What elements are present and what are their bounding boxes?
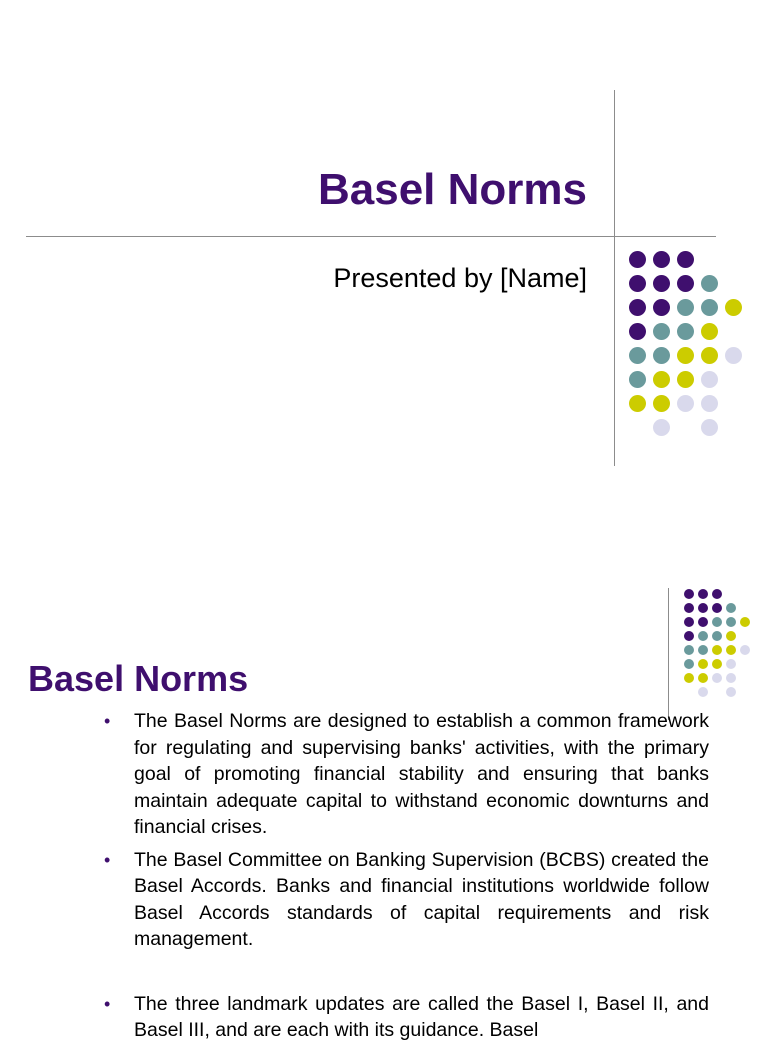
decorative-dot [726, 645, 736, 655]
decorative-dot [726, 617, 736, 627]
decorative-dot [701, 275, 718, 292]
horizontal-divider [26, 236, 716, 237]
decorative-dot [712, 659, 722, 669]
decorative-dot [726, 631, 736, 641]
decorative-dot [726, 687, 736, 697]
decorative-dot [677, 395, 694, 412]
decorative-dot [698, 631, 708, 641]
decorative-dot [740, 645, 750, 655]
decorative-dot [726, 659, 736, 669]
decorative-dot [698, 645, 708, 655]
decorative-dot [684, 589, 694, 599]
decorative-dot [684, 659, 694, 669]
decorative-dot [653, 323, 670, 340]
decorative-dot [712, 631, 722, 641]
decorative-dot [698, 589, 708, 599]
vertical-divider [668, 588, 669, 720]
decorative-dot [677, 347, 694, 364]
decorative-dot [677, 371, 694, 388]
slide-title: Basel Norms [28, 658, 249, 699]
decorative-dot [701, 347, 718, 364]
content-slide [0, 576, 768, 1041]
bullet-icon: • [104, 849, 111, 870]
decorative-dot [653, 299, 670, 316]
decorative-dot [684, 631, 694, 641]
bullet-item: • The three landmark updates are called the Basel I, Basel II, and Basel III, and are each with its guidance. Basel [104, 992, 709, 1041]
decorative-dot [684, 673, 694, 683]
decorative-dot [725, 299, 742, 316]
decorative-dot [653, 371, 670, 388]
decorative-dot [677, 275, 694, 292]
decorative-dot [701, 299, 718, 316]
decorative-dot [712, 617, 722, 627]
decorative-dot [653, 395, 670, 412]
decorative-dot [712, 645, 722, 655]
decorative-dot [701, 419, 718, 436]
decorative-dot [698, 673, 708, 683]
decorative-dot [629, 251, 646, 268]
decorative-dot [684, 645, 694, 655]
decorative-dot [629, 323, 646, 340]
decorative-dot [701, 323, 718, 340]
decorative-dot [712, 589, 722, 599]
decorative-dot [677, 299, 694, 316]
decorative-dot [712, 673, 722, 683]
decorative-dot [698, 659, 708, 669]
decorative-dot [684, 603, 694, 613]
decorative-dot [629, 275, 646, 292]
bullet-icon: • [104, 993, 111, 1014]
decorative-dot [725, 347, 742, 364]
decorative-dot [653, 419, 670, 436]
bullet-list [104, 708, 709, 1050]
decorative-dot [684, 617, 694, 627]
decorative-dot [653, 251, 670, 268]
vertical-divider [614, 90, 615, 466]
decorative-dot [740, 617, 750, 627]
decorative-dot [629, 347, 646, 364]
decorative-dot [726, 673, 736, 683]
decorative-dot [677, 251, 694, 268]
decorative-dot [712, 603, 722, 613]
bullet-item: • The Basel Norms are designed to establish a common framework for regulating and supervising banks' activities, with the primary goal of promoting financial stability and ensuring that banks maintain adequate capital to withstand economic downturns and financial crises. [104, 710, 709, 838]
decorative-dot [698, 603, 708, 613]
decorative-dot [629, 371, 646, 388]
decorative-dot [629, 395, 646, 412]
decorative-dot [701, 371, 718, 388]
slide-title: Basel Norms [317, 165, 587, 214]
decorative-dot [677, 323, 694, 340]
decorative-dot [653, 275, 670, 292]
decorative-dot [629, 299, 646, 316]
bullet-item: • The Basel Committee on Banking Supervision (BCBS) created the Basel Accords. Banks and financial institutions worldwide follow Basel Accords standards of capital requirements and risk management. [104, 848, 709, 950]
decorative-dot [726, 603, 736, 613]
bullet-icon: • [104, 711, 111, 731]
decorative-dot [701, 395, 718, 412]
slide-subtitle: Presented by [Name] [333, 263, 587, 293]
decorative-dot [653, 347, 670, 364]
decorative-dot [698, 687, 708, 697]
decorative-dot [698, 617, 708, 627]
